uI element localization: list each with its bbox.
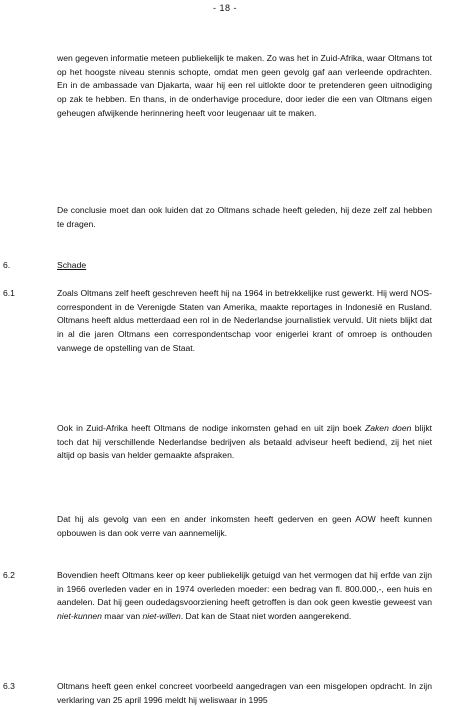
emphasis-niet-willen: niet-willen bbox=[142, 611, 181, 622]
page-number: - 18 - bbox=[212, 3, 237, 13]
paragraph-intro-1: wen gegeven informatie meteen publiekelijk te maken. Zo was het in Zuid-Afrika, waar Oltmans tot op het hoogste niveau stennis schopte, omdat men geen gevolg gaf aan verleende opdrachten. En in de ambassade van Djakarta, waar hij een rel uitlokte door te pretenderen geen uitnodiging op zak te hebben. En thans, in de onderhavige procedure, door ieder die een van Oltmans eigen geheugen afwijkende herinnering heeft voor leugenaar uit te maken. bbox=[57, 53, 432, 118]
paragraph-6-1: Zoals Oltmans zelf heeft geschreven heeft hij na 1964 in betrekkelijke rust gewerkt. Hij werd NOS-correspondent in de Verenigde Staten van Amerika, maakte reportages in Indonesië en Rusland. Oltmans heeft aldus metterdaad een rol in de Nederlandse journalistiek vervuld. Uit niets blijkt dat in al die jaren Oltmans een correspondentschap voor enigerlei krant of omroep is onthouden vanwege de opstelling van de Staat. bbox=[57, 288, 432, 353]
book-title: Zaken doen bbox=[364, 423, 412, 433]
section-6-3-number: 6.3 bbox=[3, 681, 15, 691]
section-6-1-number: 6.1 bbox=[3, 288, 15, 298]
paragraph-6-1-c: Dat hij als gevolg van een en ander inkomsten heeft gederven en geen AOW heeft kunnen opbouwen is dan ook verre van aannemelijk. bbox=[57, 514, 432, 538]
paragraph-6-3: Oltmans heeft geen enkel concreet voorbeeld aangedragen van een misgelopen opdracht. In zijn verklaring van 25 april 1996 meldt hij weliswaar in 1995 bbox=[57, 681, 432, 705]
section-6-heading: Schade bbox=[57, 260, 87, 270]
paragraph-intro-2: De conclusie moet dan ook luiden dat zo Oltmans schade heeft geleden, hij deze zelf zal hebben te dragen. bbox=[57, 205, 432, 229]
emphasis-niet-kunnen: niet-kunnen bbox=[57, 611, 102, 622]
paragraph-6-1-b: Ook in Zuid-Afrika heeft Oltmans de nodige inkomsten gehad en uit zijn boek Zaken doen blijkt toch dat hij verschillende Nederlandse bedrijven als betaald adviseur heeft bediend, zij het niet altijd op basis van helder gemaakte afspraken. bbox=[57, 423, 433, 461]
section-6-number: 6. bbox=[3, 260, 11, 270]
section-6-2-number: 6.2 bbox=[3, 570, 15, 580]
paragraph-6-2: Bovendien heeft Oltmans keer op keer publiekelijk getuigd van het vermogen dat hij erfde van zijn in 1966 overleden vader en in 1974 overleden moeder: een bedrag van fl. 800.000,-, een huis en aandelen. Dat hij geen oudedagsvoorziening heeft getroffen is dan ook geen kwestie geweest van niet-kunnen maar van niet-willen. Dat kan de Staat niet worden aangerekend. bbox=[57, 570, 432, 622]
